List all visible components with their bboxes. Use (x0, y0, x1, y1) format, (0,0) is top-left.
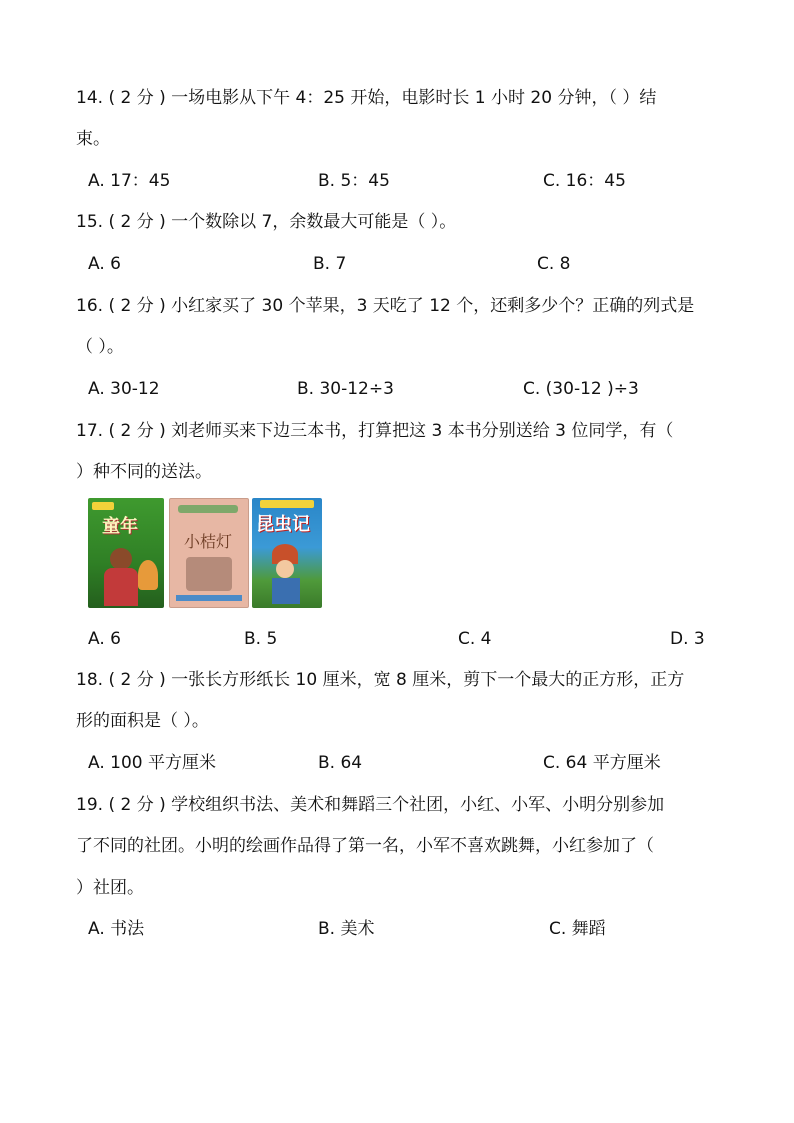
question-18-text-line-2: 形的面积是（ ）。 (76, 711, 209, 731)
boy-body-icon (272, 578, 300, 604)
question-18-option-b[interactable]: B. 64 (318, 753, 363, 773)
book-covers-image (88, 498, 328, 610)
question-18-option-c[interactable]: C. 64 平方厘米 (543, 753, 661, 773)
question-14-option-a[interactable]: A. 17：45 (88, 171, 171, 191)
cover-footer-strip-icon (176, 595, 242, 601)
question-15-option-c[interactable]: C. 8 (537, 254, 571, 274)
question-16-option-a[interactable]: A. 30-12 (88, 379, 160, 399)
question-19-option-b[interactable]: B. 美术 (318, 919, 375, 939)
question-15-option-b[interactable]: B. 7 (313, 254, 347, 274)
question-17-text-line-2: ）种不同的送法。 (76, 462, 212, 482)
question-17-option-c[interactable]: C. 4 (458, 629, 492, 649)
question-14-option-c[interactable]: C. 16：45 (543, 171, 626, 191)
question-16-option-c[interactable]: C. (30-12 )÷3 (523, 379, 639, 399)
question-19-option-a[interactable]: A. 书法 (88, 919, 145, 939)
cover-banner-icon (260, 500, 314, 508)
book-title-xiaojudeng: 小桔灯 (184, 532, 233, 551)
cover-banner-icon (178, 505, 238, 513)
question-16-text-line-1: 16. ( 2 分 ) 小红家买了 30 个苹果，3 天吃了 12 个，还剩多少个？正确的列式是 (76, 296, 695, 316)
question-15-option-a[interactable]: A. 6 (88, 254, 121, 274)
question-15-text-line-1: 15. ( 2 分 ) 一个数除以 7，余数最大可能是（ ）。 (76, 212, 457, 232)
book-cover-kunchongji (252, 498, 322, 608)
figure-body-icon (104, 568, 138, 606)
question-18-option-a[interactable]: A. 100 平方厘米 (88, 753, 216, 773)
question-16-text-line-2: （ ）。 (76, 337, 124, 357)
question-18-text-line-1: 18. ( 2 分 ) 一张长方形纸长 10 厘米，宽 8 厘米，剪下一个最大的正方形，正方 (76, 670, 685, 690)
question-19-text-line-3: ）社团。 (76, 878, 144, 898)
book-cover-tongnian (88, 498, 164, 608)
question-14-text-line-1: 14. ( 2 分 ) 一场电影从下午 4：25 开始，电影时长 1 小时 20 分钟，（ ）结 (76, 88, 657, 108)
question-19-text-line-1: 19. ( 2 分 ) 学校组织书法、美术和舞蹈三个社团，小红、小军、小明分别参加 (76, 795, 665, 815)
book-title-tongnian: 童年 (102, 516, 138, 537)
question-19-text-line-2: 了不同的社团。小明的绘画作品得了第一名，小军不喜欢跳舞，小红参加了（ (76, 836, 654, 856)
question-14-option-b[interactable]: B. 5：45 (318, 171, 390, 191)
book-title-kunchongji: 昆虫记 (256, 514, 310, 535)
question-17-option-b[interactable]: B. 5 (244, 629, 278, 649)
child-figure-icon (138, 560, 158, 590)
question-16-option-b[interactable]: B. 30-12÷3 (297, 379, 394, 399)
boy-head-icon (276, 560, 294, 578)
question-17-option-a[interactable]: A. 6 (88, 629, 121, 649)
cover-illustration-icon (186, 557, 232, 591)
figure-head-icon (110, 548, 132, 570)
question-17-option-d[interactable]: D. 3 (670, 629, 705, 649)
question-17-text-line-1: 17. ( 2 分 ) 刘老师买来下边三本书，打算把这 3 本书分别送给 3 位同学，有（ (76, 421, 674, 441)
question-19-option-c[interactable]: C. 舞蹈 (549, 919, 606, 939)
publisher-badge-icon (92, 502, 114, 510)
question-14-text-line-2: 束。 (76, 129, 110, 149)
book-cover-xiaojudeng (169, 498, 249, 608)
